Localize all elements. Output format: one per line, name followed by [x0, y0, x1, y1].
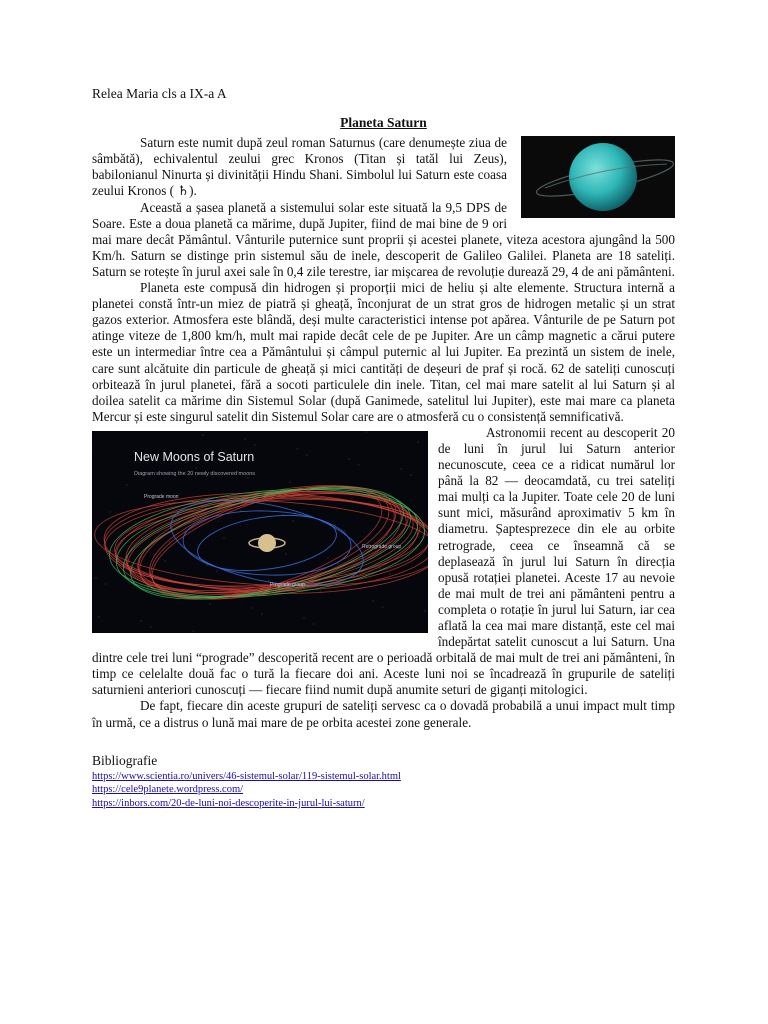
background-star	[113, 550, 114, 551]
background-star	[165, 560, 166, 561]
background-star	[262, 613, 263, 614]
background-star	[349, 458, 350, 459]
background-star	[390, 573, 391, 574]
background-star	[401, 468, 402, 469]
label-retrograde-group: Retrograde group	[362, 543, 402, 550]
paragraph-4: Astronomii recent au descoperit 20 de luni în jurul lui Saturn anterior necunoscute, ceea ce a ridicat numărul lor până la 82 — deocamdată, cu trei sateliți mai mulți ca la Jupiter. Toate cele 20 de luni sunt mici, măsurând aproximativ 5 km în diametru. Șaptesprezece din ele au orbite retrograde, ceea ce înseamnă că se deplasează în jurul lui Saturn în direcția opusă rotației planetei. Aceste 17 au nevoie de mai mult de trei ani pământeni pentru a completa o rotație în jurul lui Saturn, iar cea aflată la cea mai mare distanță, este cel mai îndepărtat satelit cunoscut a lui Saturn. Una dintre cele trei luni “prograde” descoperită recent are o perioadă orbitală de mai mult de trei ani pământeni, în timp ce celelalte două fac o tură la fiecare doi ani. Aceste luni noi se încadrează în grupurile de sateliți saturnieni anteriori cunoscuți — fiecare fiind numit după anumite seturi de giganți mitologici.	[92, 424, 675, 698]
new-moons-diagram	[92, 431, 428, 633]
background-star	[217, 570, 218, 571]
background-star	[245, 438, 246, 439]
bibliography-list	[92, 770, 675, 811]
background-star	[297, 448, 298, 449]
background-star	[321, 590, 322, 591]
background-star	[96, 577, 97, 578]
paragraph-5: De fapt, fiecare din aceste grupuri de sateliți servesc ca o dovadă probabilă a unui impact mult timp în urmă, ce a distrus o lună mai mare de pe orbita acestei zone generale.	[92, 698, 675, 730]
background-star	[127, 484, 128, 485]
background-star	[425, 610, 426, 611]
background-star	[99, 616, 100, 617]
paragraph-2: Această a șasea planetă a sistemului solar este situată la 9,5 DPS de Soare. Este a doua planetă ca mărime, după Jupiter, fiind de mai bine de 9 ori mai mare decât Pământul. Vânturile puternice sunt proprii și acestei planete, viteza acestora ajungând la 500 Km/h. Saturn se distinge prin sistemul său de inele, descoperit de Galileo Galilei. Planeta are 18 sateliți. Saturn se rotește în jurul axei sale în 0,4 zile terestre, iar mișcarea de revoluție durează 29, 4 de ani pământeni.	[92, 199, 675, 279]
background-star	[193, 630, 194, 631]
document-page	[92, 86, 675, 810]
diagram-subtitle: Diagram showing the 20 newly discovered moons	[134, 470, 256, 477]
background-star	[373, 600, 374, 601]
label-prograde-moon: Prograde moon	[144, 493, 179, 500]
background-star	[151, 626, 152, 627]
background-star	[290, 481, 291, 482]
background-star	[352, 497, 353, 498]
paragraph-1: Saturn este numit după zeul roman Saturnus (care denumește ziua de sâmbătă), echivalentul zeului grec Kronos (Titan și tatăl lui Zeus), babilonianul Ninurta și divinității Hindu Shani. Simbolul lui Saturn este coasa zeului Kronos ( ♄).	[92, 135, 507, 199]
background-star	[304, 617, 305, 618]
background-star	[106, 583, 107, 584]
background-star	[307, 454, 308, 455]
background-star	[255, 444, 256, 445]
background-star	[335, 524, 336, 525]
background-star	[141, 620, 142, 621]
background-star	[179, 494, 180, 495]
bibliography-link-3[interactable]: https://inbors.com/20-de-luni-noi-descoperite-in-jurul-lui-saturn/	[92, 797, 365, 809]
author-line: Relea Maria cls a IX-a A	[92, 86, 227, 101]
saturn-planet-graphic	[521, 136, 675, 218]
bibliography-link-1[interactable]: https://www.scientia.ro/univers/46-sistemul-solar/119-sistemul-solar.html	[92, 770, 401, 782]
background-star	[314, 623, 315, 624]
bibliography-heading: Bibliografie	[92, 752, 158, 768]
document-title: Planeta Saturn	[340, 115, 427, 131]
background-star	[210, 603, 211, 604]
background-star	[103, 544, 104, 545]
background-star	[411, 474, 412, 475]
label-prograde-group: Prograde group	[270, 581, 305, 588]
background-star	[172, 527, 173, 528]
background-star	[203, 434, 204, 435]
background-star	[418, 441, 419, 442]
background-star	[328, 557, 329, 558]
background-star	[338, 563, 339, 564]
background-star	[383, 606, 384, 607]
background-star	[359, 464, 360, 465]
paragraph-3: Planeta este compusă din hidrogen și proporții mici de heliu și alte elemente. Structura internă a planetei constă într-un miez de piatră și gheață, înconjurat de un strat gros de hidrogen metalic și un strat gazos exterior. Atmosfera este blândă, deși multe caracteristici intense pot apărea. Vânturile de pe Saturn pot atinge viteze de 1,800 km/h, mult mai rapide decât cele de pe Jupiter. Are un câmp magnetic a cărui putere este un intermediar între cea a Pământului și câmpul puternic al lui Jupiter. Ea prezintă un sistem de inele, care sunt alcătuite din particule de gheață și mici cantități de deșeuri de praf și rocă. 62 de sateliți cunoscuți orbitează în jurul planetei, fără a socoti particulele din inele. Titan, cel mai mare satelit al lui Saturn și al doilea satelit ca mărime din Sistemul Solar (după Ganimede, satelitul lui Jupiter), este mai mare ca planeta Mercur și este singurul satelit din Sistemul Solar care are o atmosferă cu o consistență semnificativă.	[92, 280, 675, 424]
background-star	[345, 530, 346, 531]
background-star	[207, 564, 208, 565]
background-star	[293, 520, 294, 521]
saturn-planet-image	[521, 136, 675, 218]
background-star	[380, 567, 381, 568]
saturn-icon	[258, 534, 276, 552]
background-star	[110, 511, 111, 512]
diagram-title: New Moons of Saturn	[134, 449, 255, 464]
background-star	[286, 553, 287, 554]
background-star	[224, 537, 225, 538]
background-star	[252, 607, 253, 608]
background-star	[366, 431, 367, 432]
bibliography-link-2[interactable]: https://cele9planete.wordpress.com/	[92, 784, 244, 796]
